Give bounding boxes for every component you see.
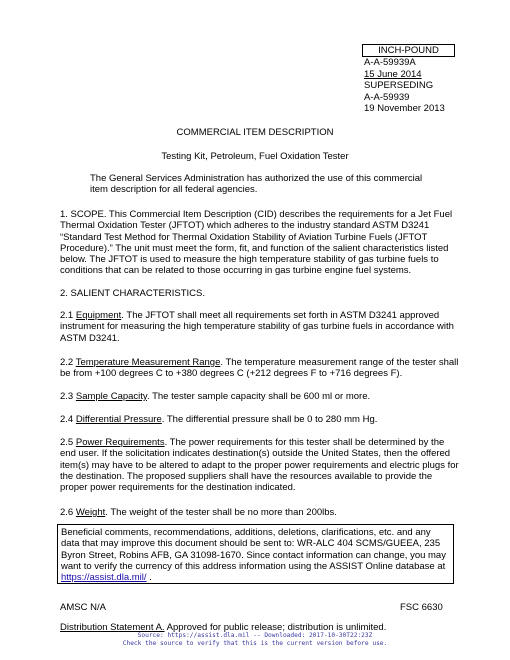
comments-box (57, 524, 454, 584)
superseded-number: A-A-59939 (364, 91, 410, 103)
section-2-1 (60, 310, 460, 344)
section-title: Weight (75, 507, 106, 518)
amsc-label: AMSC N/A (60, 602, 106, 613)
inch-pound-box: INCH-POUND (362, 44, 455, 57)
document-date: 15 June 2014 (364, 68, 422, 80)
section-title: Differential Pressure (75, 414, 162, 425)
gsa-statement: The General Services Administration has authorized the use of this commercial item description for all federal agencies. (90, 173, 423, 196)
section-number: 2.2 (60, 357, 76, 368)
source-line: Source: https://assist.dla.mil -- Downloaded: 2017-10-30T22:23Z (137, 632, 373, 639)
section-text: . The weight of the tester shall be no more than 200lbs. (105, 507, 337, 518)
document-subtitle: Testing Kit, Petroleum, Fuel Oxidation Tester (161, 151, 349, 162)
section-text: . The tester sample capacity shall be 600 ml or more. (146, 391, 371, 402)
distribution-title: Distribution Statement A. (60, 622, 165, 633)
section-number: 2.5 (60, 437, 76, 448)
section-number: 2.3 (60, 391, 76, 402)
section-number: 2.1 (60, 310, 76, 321)
salient-heading: 2. SALIENT CHARACTERISTICS. (60, 288, 205, 299)
fsc-label: FSC 6630 (400, 602, 443, 613)
section-title: Equipment (75, 310, 122, 321)
comments-text: Beneficial comments, recommendations, additions, deletions, clarifications, etc. and any data that may improve this document should be sent to: WR-ALC 404 SCMS/GUEEA, 235 Byron Street, Robins AFB, GA 31098-1670. Since contact information can change, you may want to verify the currency of this address information using the ASSIST Online database at (61, 527, 446, 572)
section-text: . The power requirements for this tester shall be determined by the end user. If the solicitation indicates destination(s) outside the United States, then the offered item(s) may have to be altered to adapt to the proper power requirements and electric plugs for the destination. The proposed suppliers shall have the resources available to provide the proper power requirements for the destination indicated. (60, 437, 459, 494)
superseding-label: SUPERSEDING (364, 80, 434, 92)
section-number: 2.4 (60, 414, 76, 425)
document-title: COMMERCIAL ITEM DESCRIPTION (176, 127, 334, 138)
section-2-3 (60, 391, 460, 402)
distribution-text: Approved for public release; distribution is unlimited. (164, 622, 387, 633)
superseded-date: 19 November 2013 (364, 103, 445, 115)
section-text: . The differential pressure shall be 0 to 280 mm Hg. (161, 414, 378, 425)
section-2-6 (60, 507, 460, 518)
section-2-5 (60, 437, 460, 493)
document-number: A-A-59939A (364, 57, 416, 68)
section-2-2 (60, 357, 460, 380)
scope-paragraph: 1. SCOPE. This Commercial Item Description (CID) describes the requirements for a Jet Fuel Thermal Oxidation Tester (JFTOT) which adheres to the industry standard ASTM D3241 “Standard Test Method for Thermal Oxidation Stability of Aviation Turbine Fuels (JFTOT Procedure).” The unit must meet the form, fit, and function of the salient characteristics listed below. The JFTOT is used to measure the high temperature stability of gas turbine fuels to conditions that can be related to those occurring in gas turbine engine fuel systems. (60, 209, 453, 277)
comments-tail: . (146, 572, 152, 584)
section-2-4 (60, 414, 460, 425)
source-verify-line: Check the source to verify that this is the current version before use. (122, 639, 388, 647)
source-banner (0, 632, 510, 647)
section-title: Temperature Measurement Range (75, 357, 221, 368)
document-identification (364, 57, 445, 115)
section-title: Sample Capacity (75, 391, 147, 402)
section-number: 2.6 (60, 507, 76, 518)
section-title: Power Requirements (75, 437, 165, 448)
assist-link[interactable]: https://assist.dla.mil/ (61, 572, 147, 584)
section-text: . The temperature measurement range of the tester shall be from +100 degrees C to +380 degrees C (+212 degrees F to +716 degrees F). (60, 357, 459, 380)
section-text: . The JFTOT shall meet all requirements set forth in ASTM D3241 approved instrument for measuring the high temperature stability of gas turbine fuels in accordance with ASTM D3241. (60, 310, 454, 344)
